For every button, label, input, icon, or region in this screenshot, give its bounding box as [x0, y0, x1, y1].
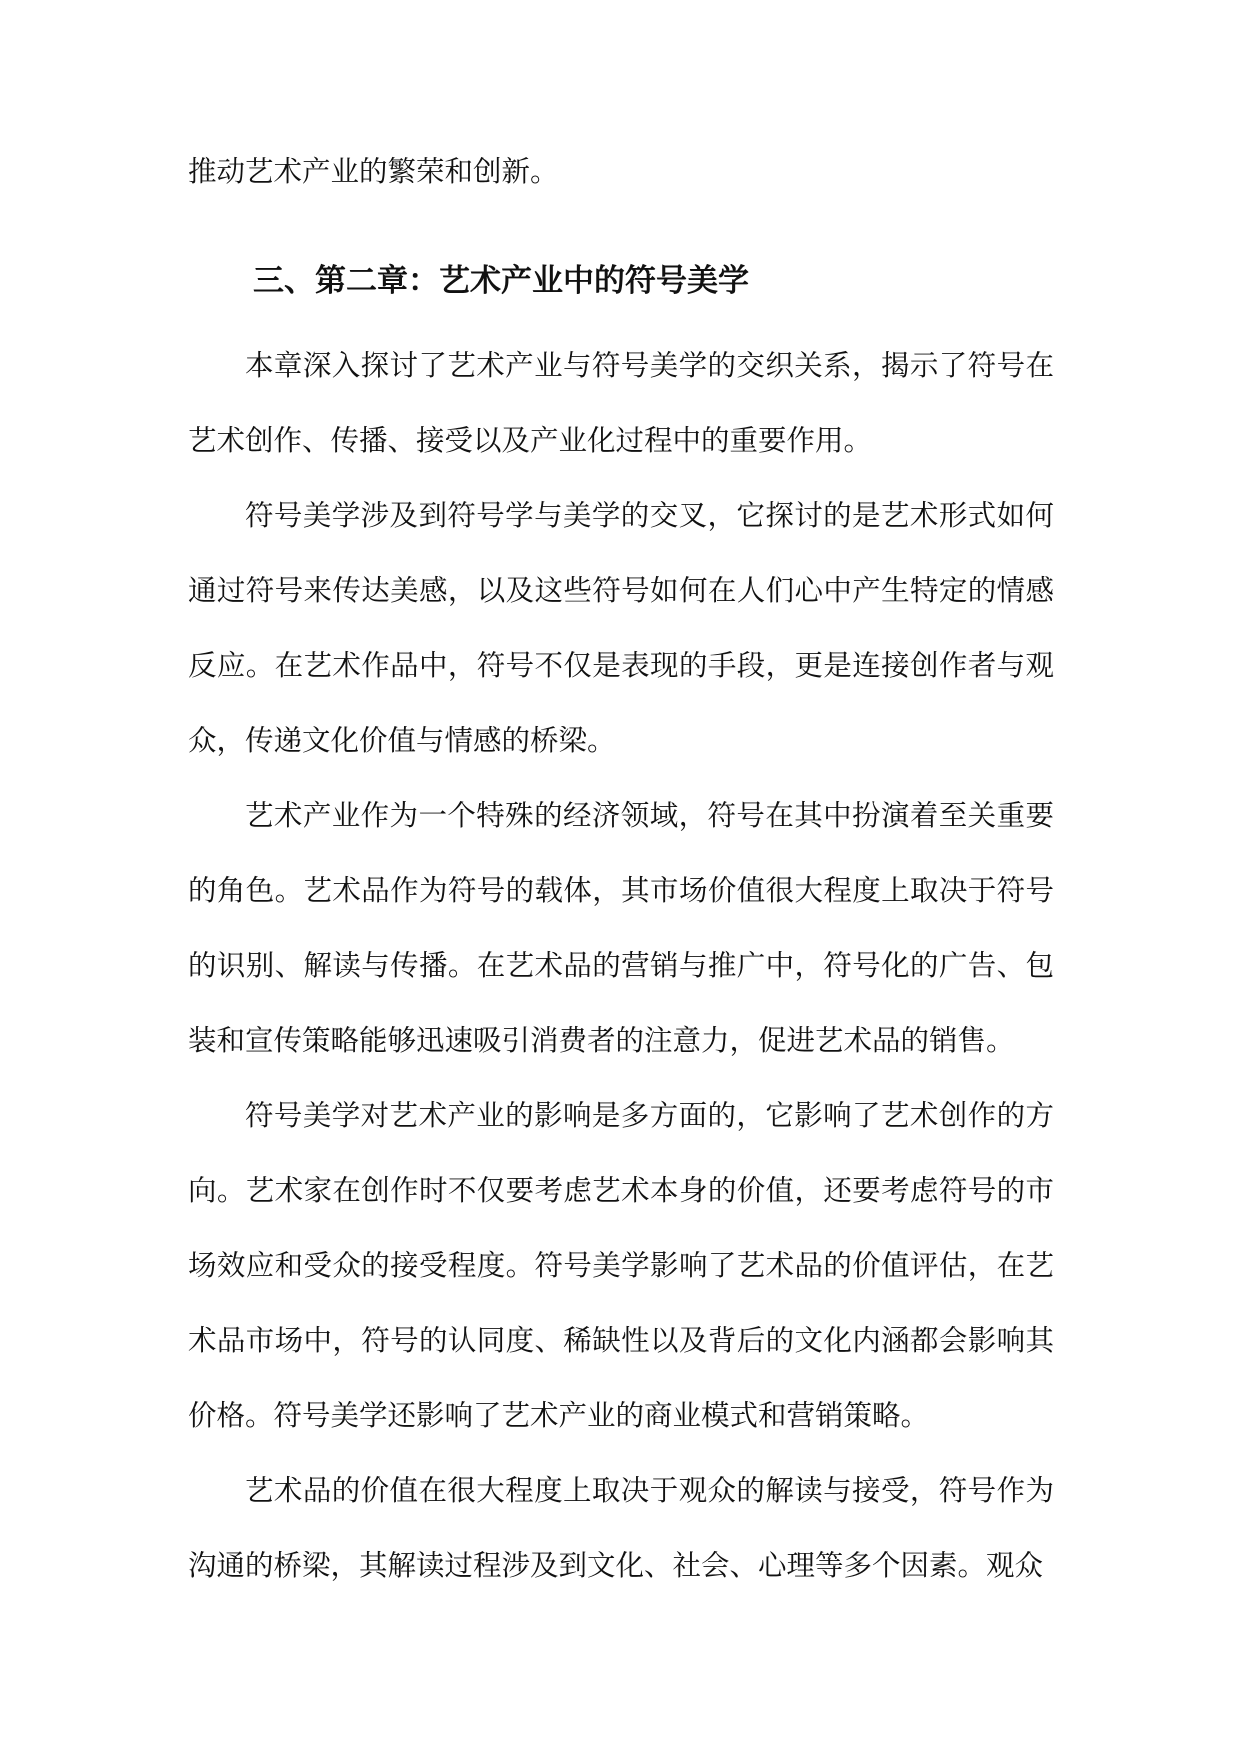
paragraph: 艺术产业作为一个特殊的经济领域，符号在其中扮演着至关重要的角色。艺术品作为符号的载体，其市场价值很大程度上取决于符号的识别、解读与传播。在艺术品的营销与推广中，符号化的广告、包装和宣传策略能够迅速吸引消费者的注意力，促进艺术品的销售。	[188, 799, 1054, 1057]
paragraph: 符号美学对艺术产业的影响是多方面的，它影响了艺术创作的方向。艺术家在创作时不仅要考虑艺术本身的价值，还要考虑符号的市场效应和受众的接受程度。符号美学影响了艺术品的价值评估，在艺术品市场中，符号的认同度、稀缺性以及背后的文化内涵都会影响其价格。符号美学还影响了艺术产业的商业模式和营销策略。	[188, 1099, 1054, 1432]
paragraph: 艺术品的价值在很大程度上取决于观众的解读与接受，符号作为沟通的桥梁，其解读过程涉及到文化、社会、心理等多个因素。观众	[188, 1474, 1054, 1582]
paragraph: 本章深入探讨了艺术产业与符号美学的交织关系，揭示了符号在艺术创作、传播、接受以及产业化过程中的重要作用。	[188, 349, 1054, 457]
section-heading: 三、第二章：艺术产业中的符号美学	[253, 263, 749, 299]
continuation-text: 推动艺术产业的繁荣和创新。	[188, 155, 559, 188]
paragraph: 符号美学涉及到符号学与美学的交叉，它探讨的是艺术形式如何通过符号来传达美感，以及这些符号如何在人们心中产生特定的情感反应。在艺术作品中，符号不仅是表现的手段，更是连接创作者与观众，传递文化价值与情感的桥梁。	[188, 499, 1054, 757]
